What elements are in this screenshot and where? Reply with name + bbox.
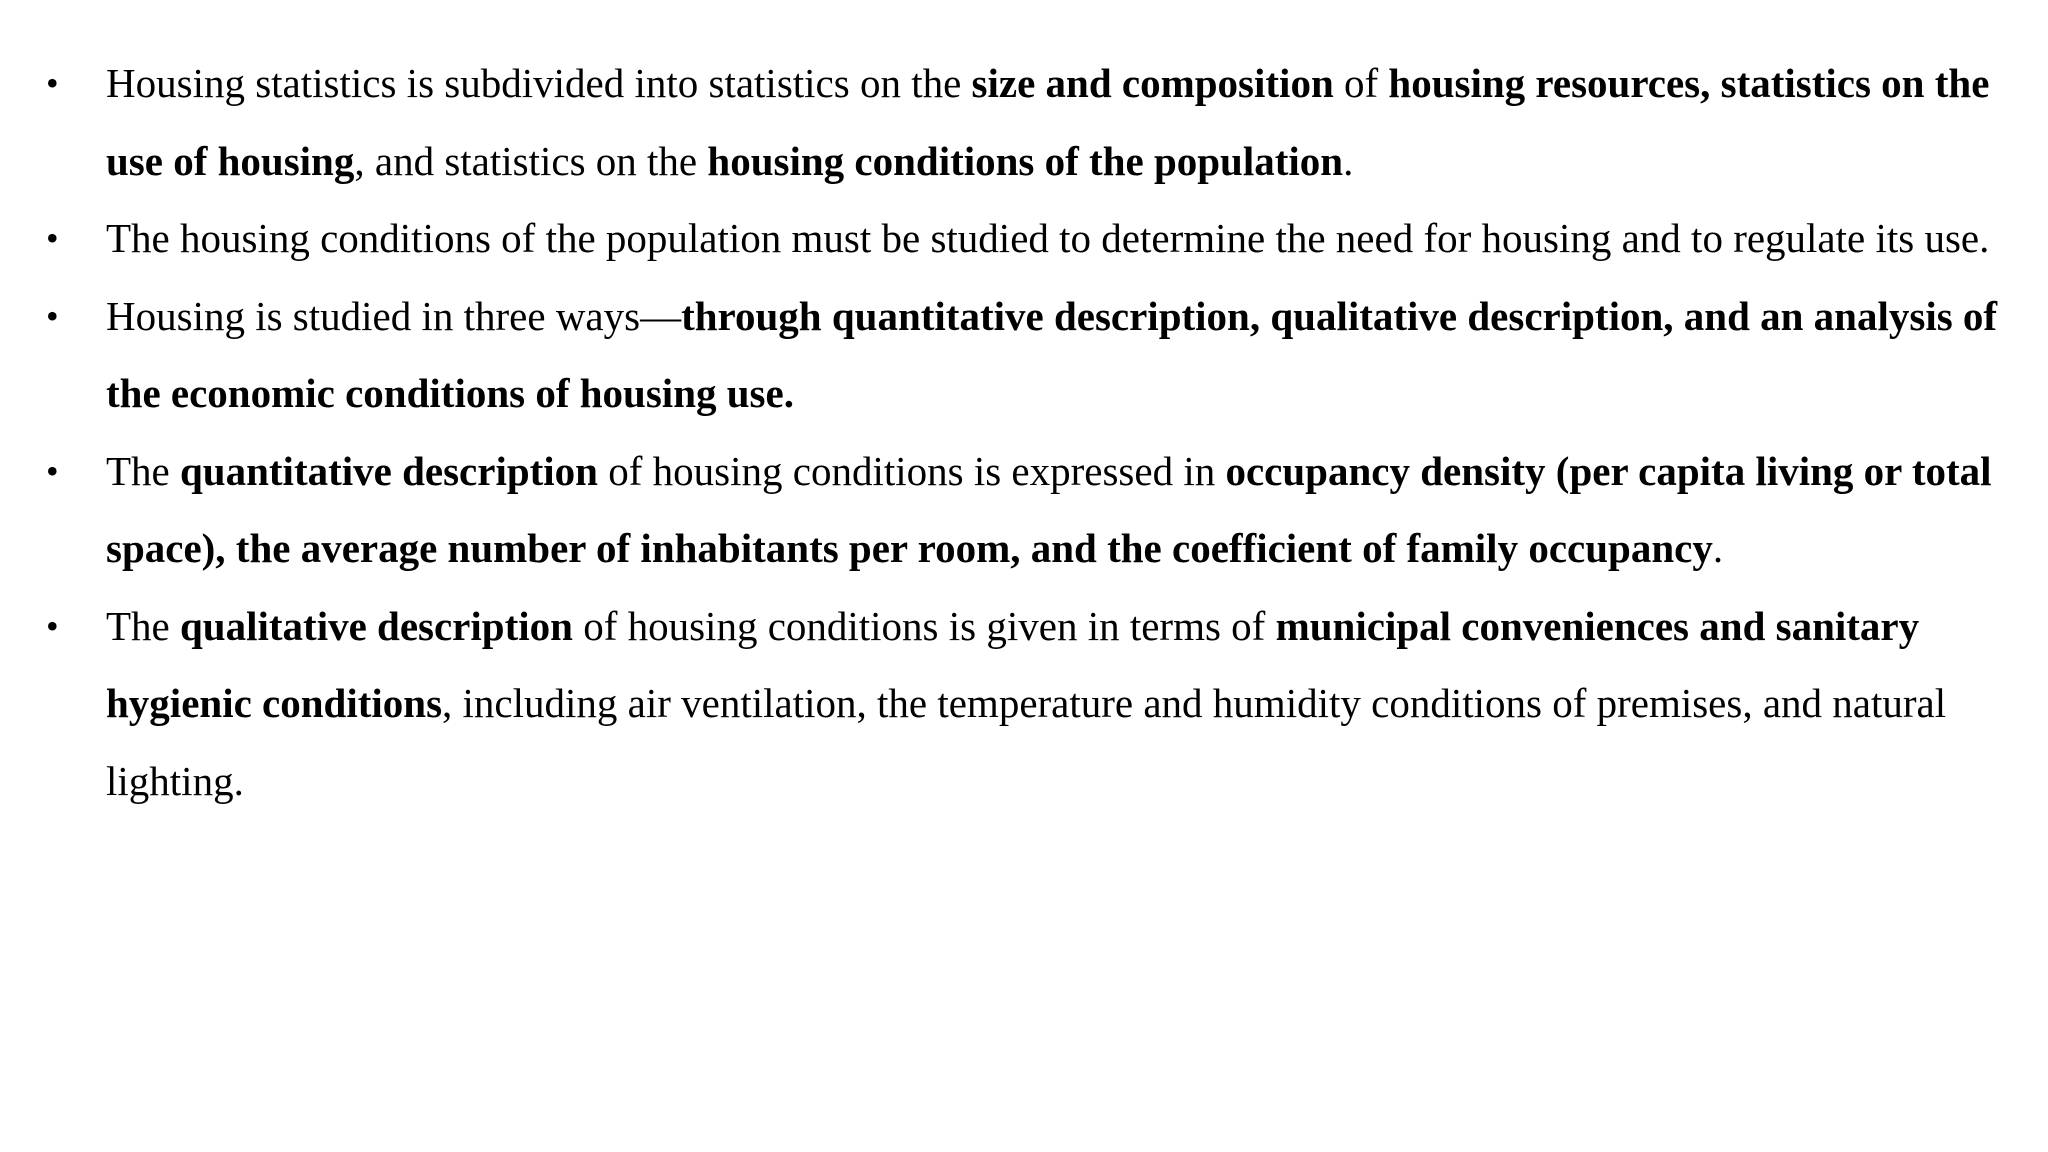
text-segment: . bbox=[1343, 137, 1354, 184]
bullet-item-2 bbox=[46, 200, 2022, 278]
bullet-text bbox=[106, 278, 2022, 433]
bold-text-segment: size and composition bbox=[971, 60, 1334, 106]
text-segment: . bbox=[1712, 525, 1724, 571]
text-segment: The housing conditions of the population must be studied to determine the need for housing and to regulate its use. bbox=[106, 215, 1990, 261]
bullet-item-1 bbox=[46, 45, 2022, 200]
bullet-icon: • bbox=[46, 605, 59, 646]
bold-text-segment: housing conditions of the population bbox=[707, 137, 1344, 184]
bold-text-segment: quantitative description bbox=[180, 447, 598, 494]
bullet-text bbox=[106, 433, 2022, 588]
bullet-item-3 bbox=[46, 278, 2022, 433]
bullet-text bbox=[106, 200, 2022, 278]
bullet-text bbox=[106, 45, 2022, 200]
bullet-icon: • bbox=[46, 295, 59, 336]
bullet-text bbox=[106, 588, 2022, 821]
bold-text-segment: municipal conveniences and sanitary hygienic conditions bbox=[106, 602, 1920, 726]
bullet-item-5 bbox=[46, 588, 2022, 821]
text-segment: , including air ventilation, the temperature and humidity conditions of premises, and natural lighting. bbox=[106, 680, 1947, 804]
bold-text-segment: housing resources, statistics on the use of housing bbox=[106, 60, 1990, 184]
bullet-item-4 bbox=[46, 433, 2022, 588]
bullet-icon: • bbox=[46, 63, 59, 103]
bullet-icon: • bbox=[46, 218, 59, 258]
text-segment: of housing conditions is given in terms of bbox=[572, 602, 1276, 649]
bold-text-segment: through quantitative description, qualitative description, and an analysis of the economic conditions of housing use. bbox=[106, 292, 1998, 416]
text-segment: The bbox=[106, 447, 180, 494]
text-segment: The bbox=[106, 602, 180, 649]
bold-text-segment: qualitative description bbox=[180, 602, 573, 649]
text-segment: Housing is studied in three ways— bbox=[106, 292, 682, 339]
text-segment: of bbox=[1333, 60, 1389, 106]
text-segment: Housing statistics is subdivided into statistics on the bbox=[106, 60, 972, 106]
text-segment: , and statistics on the bbox=[354, 137, 708, 184]
bullet-icon: • bbox=[46, 450, 59, 491]
text-segment: of housing conditions is expressed in bbox=[598, 447, 1226, 494]
bold-text-segment: occupancy density (per capita living or total space), the average number of inhabitants per room, and the coefficient of family occupancy bbox=[106, 447, 1992, 571]
bullet-list bbox=[46, 45, 2022, 820]
